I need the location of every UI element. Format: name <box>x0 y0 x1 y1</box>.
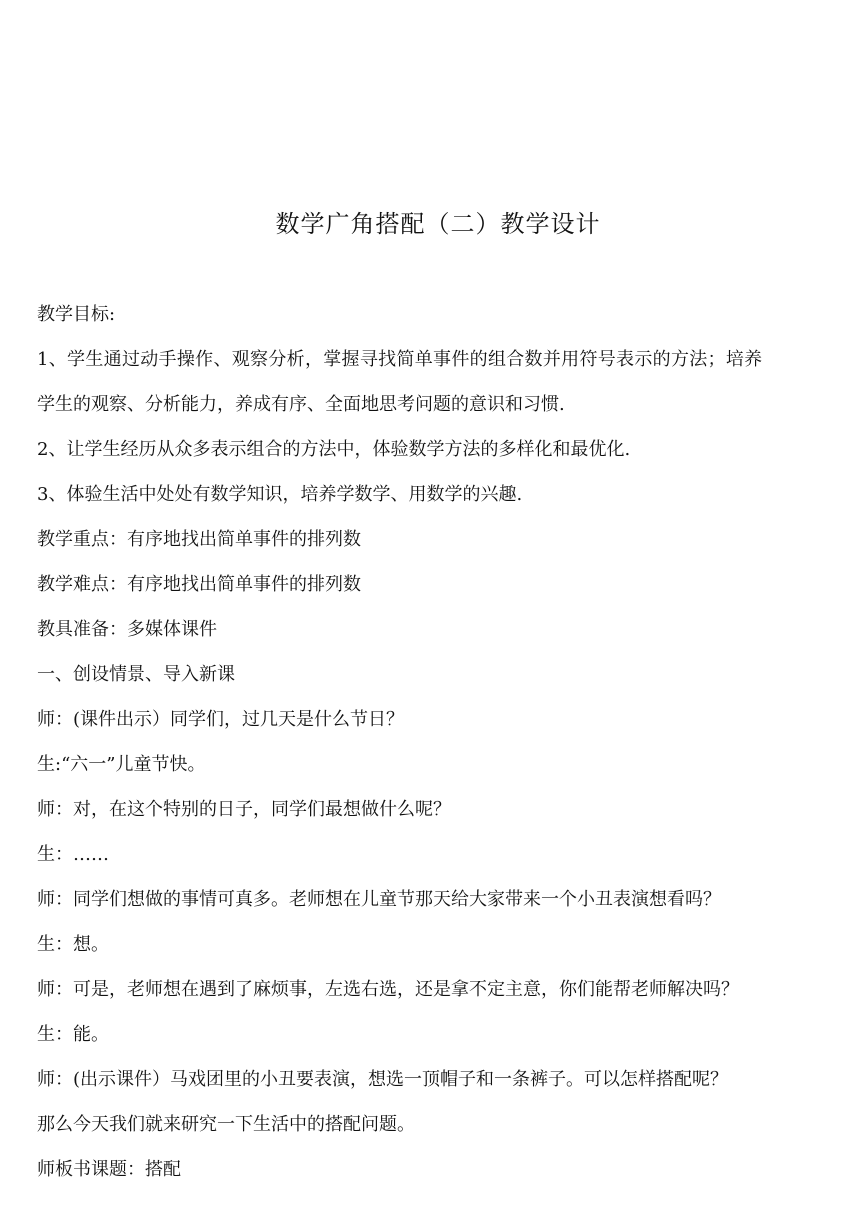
paragraph-line: 教学目标: <box>37 304 116 325</box>
paragraph-line: 生：…… <box>37 844 109 865</box>
document-title: 数学广角搭配（二）教学设计 <box>275 210 601 238</box>
paragraph-line: 生：能。 <box>37 1024 109 1045</box>
paragraph-line: 那么今天我们就来研究一下生活中的搭配问题。 <box>37 1114 415 1135</box>
paragraph-line: 生:“六一”儿童节快。 <box>37 754 206 775</box>
paragraph-line: 一、创设情景、导入新课 <box>37 664 235 685</box>
paragraph-line: 师：可是，老师想在遇到了麻烦事，左选右选，还是拿不定主意，你们能帮老师解决吗？ <box>37 979 739 1000</box>
paragraph-line: 师板书课题：搭配 <box>37 1159 181 1180</box>
paragraph-line: 3、体验生活中处处有数学知识，培养学数学、用数学的兴趣. <box>37 484 523 505</box>
paragraph-line: 2、让学生经历从众多表示组合的方法中，体验数学方法的多样化和最优化. <box>37 439 631 460</box>
document-body <box>37 296 847 1196</box>
paragraph-line: 师：(出示课件）马戏团里的小丑要表演，想选一顶帽子和一条裤子。可以怎样搭配呢？ <box>37 1069 729 1090</box>
paragraph-line: 教学重点：有序地找出简单事件的排列数 <box>37 529 361 550</box>
paragraph-line: 师：同学们想做的事情可真多。老师想在儿童节那天给大家带来一个小丑表演想看吗？ <box>37 889 721 910</box>
paragraph-line: 师：对，在这个特别的日子，同学们最想做什么呢？ <box>37 799 451 820</box>
paragraph-line: 生：想。 <box>37 934 109 955</box>
paragraph-line: 师：(课件出示）同学们，过几天是什么节日？ <box>37 709 405 730</box>
paragraph-line: 教具准备：多媒体课件 <box>37 619 217 640</box>
paragraph-line: 教学难点：有序地找出简单事件的排列数 <box>37 574 361 595</box>
paragraph-line: 学生的观察、分析能力，养成有序、全面地思考问题的意识和习惯. <box>37 394 565 415</box>
paragraph-line: 1、学生通过动手操作、观察分析，掌握寻找简单事件的组合数并用符号表示的方法；培养 <box>37 349 763 370</box>
